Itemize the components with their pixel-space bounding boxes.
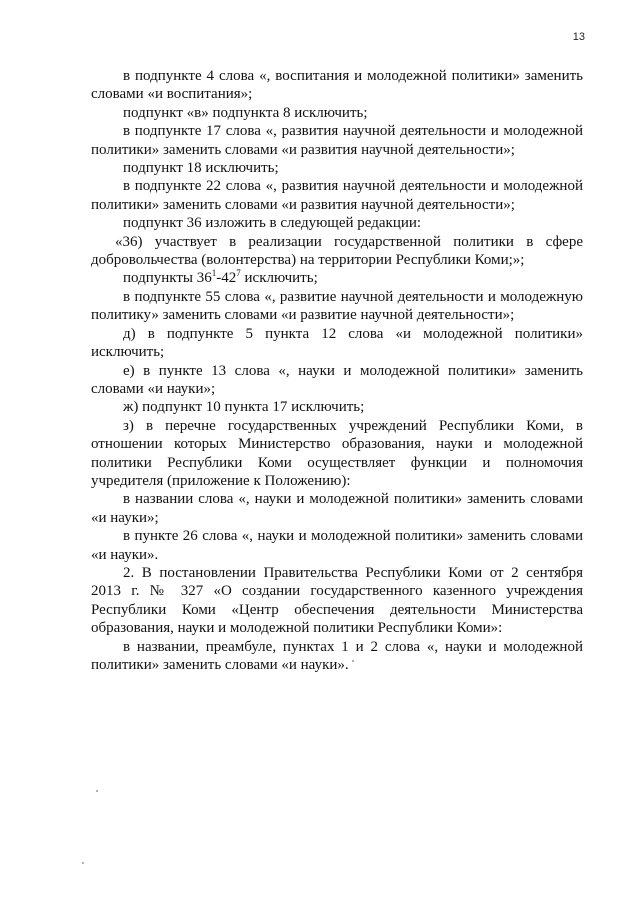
paragraph: в подпункте 22 слова «, развития научной деятельности и молодежной политики» заменить словами «и развития научной деятельности»;: [91, 178, 583, 213]
document-body: [91, 67, 583, 674]
text-fragment: подпункты 36: [123, 270, 212, 287]
paragraph: в пункте 26 слова «, науки и молодежной политики» заменить словами «и науки».: [91, 528, 583, 563]
paragraph: 2. В постановлении Правительства Республики Коми от 2 сентября 2013 г. № 327 «О создании государственного казенного учреждения Республики Коми «Центр обеспечения деятельности Министерства образования, науки и молодежной политики Республики Коми»:: [91, 564, 583, 637]
paragraph: в подпункте 17 слова «, развития научной деятельности и молодежной политики» заменить словами «и развития научной деятельности»;: [91, 123, 583, 158]
paragraph: подпункт «в» подпункта 8 исключить;: [123, 104, 368, 121]
paragraph: подпункт 18 исключить;: [123, 160, 279, 177]
paragraph: ж) подпункт 10 пункта 17 исключить;: [123, 399, 365, 416]
text-fragment: исключить;: [240, 270, 318, 287]
scan-speck: [352, 660, 354, 662]
paragraph: подпункт 36 изложить в следующей редакции:: [123, 215, 422, 232]
superscript: 1: [211, 268, 217, 279]
quoted-paragraph: «36) участвует в реализации государственной политики в сфере добровольчества (волонтерства) на территории Республики Коми;»;: [91, 233, 583, 269]
paragraph: в подпункте 4 слова «, воспитания и молодежной политики» заменить словами «и воспитания»;: [91, 68, 583, 103]
scan-speck: [96, 790, 98, 792]
paragraph: е) в пункте 13 слова «, науки и молодежной политики» заменить словами «и науки»;: [91, 362, 583, 397]
paragraph: в подпункте 55 слова «, развитие научной деятельности и молодежную политику» заменить словами «и развитие научной деятельности»;: [91, 288, 583, 324]
paragraph-superscript: [91, 269, 583, 287]
superscript: 7: [236, 268, 241, 279]
paragraph: з) в перечне государственных учреждений Республики Коми, в отношении которых Министерство образования, науки и молодежной политики Республики Коми осуществляет функции и полномочия учредителя (приложение к Положению):: [91, 417, 583, 489]
text-fragment: -42: [216, 270, 237, 287]
paragraph: в названии, преамбуле, пунктах 1 и 2 слова «, науки и молодежной политики» заменить словами «и науки».: [91, 638, 583, 673]
page-number: 13: [572, 31, 585, 43]
paragraph: в названии слова «, науки и молодежной политики» заменить словами «и науки»;: [91, 491, 583, 526]
paragraph: д) в подпункте 5 пункта 12 слова «и молодежной политики» исключить;: [91, 325, 583, 361]
scan-speck: [82, 862, 84, 864]
